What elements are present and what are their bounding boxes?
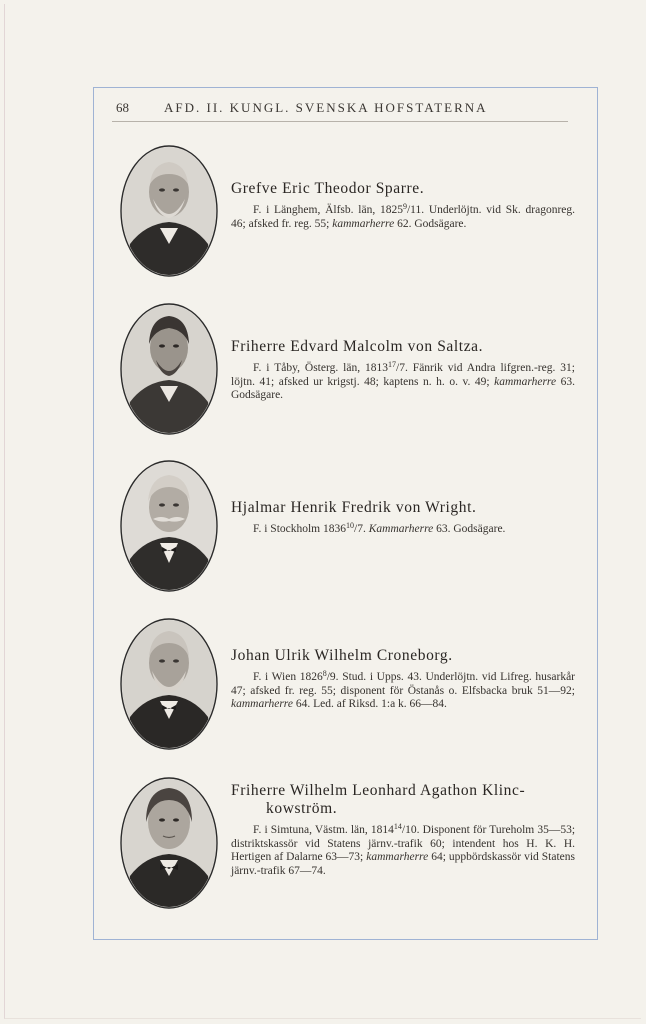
portrait-photo <box>120 459 218 593</box>
person-name: Friherre Edvard Malcolm von Saltza. <box>231 338 484 355</box>
running-header <box>112 100 582 120</box>
page-frame <box>93 87 598 940</box>
page-number: 68 <box>116 100 129 115</box>
biography-entry <box>94 776 599 916</box>
person-name: Grefve Eric Theodor Sparre. <box>231 180 425 197</box>
biography-text: F. i Länghem, Älfsb. län, 1825$^9$/11. Underlöjtn. vid Sk. dragonreg. 46; afsked fr. reg. 55; kammarherre 62. Godsägare. <box>231 202 575 230</box>
biography-text: F. i Stockholm 1836$^{10}$/7. Kammarherre 63. Godsägare. <box>253 521 506 535</box>
header-rule <box>112 121 568 122</box>
person-name: Johan Ulrik Wilhelm Croneborg. <box>231 647 453 664</box>
portrait-photo <box>120 144 218 278</box>
portrait-photo <box>120 302 218 436</box>
running-title: AFD. II. KUNGL. SVENSKA HOFSTATERNA <box>164 100 488 115</box>
biography-entry <box>94 459 599 599</box>
portrait-photo <box>120 776 218 910</box>
biography-entry <box>94 302 599 442</box>
biography-entry <box>94 144 599 284</box>
biography-text: F. i Simtuna, Västm. län, 1814$^{14}$/10. Disponent för Tureholm 35—53; distriktskassör vid Statens järnv.-trafik 60; intendent hos H. K. H. Hertigen af Dalarne 63—73; kammarherre 64; uppbördskassör vid Statens järnv.-trafik 67—74. <box>231 822 576 877</box>
person-name: Hjalmar Henrik Fredrik von Wright. <box>231 499 477 516</box>
portrait-photo <box>120 617 218 751</box>
biography-text: F. i Wien 1826$^8$/9. Stud. i Upps. 43. Underlöjtn. vid Lifreg. husarkår 47; afsked fr. reg. 55; disponent för Östanås o. Elfsbacka bruk 51—92; kammarherre 64. Led. af Riksd. 1:a k. 66—84. <box>231 669 576 711</box>
biography-text: F. i Tåby, Österg. län, 1813$^{17}$/7. Fänrik vid Andra lifgren.-reg. 31; löjtn. 41; afsked ur krigstj. 48; kaptens n. h. o. v. 49; kammarherre 63. Godsägare. <box>231 360 575 402</box>
person-name: Friherre Wilhelm Leonhard Agathon Klinc- kowström. <box>231 782 526 817</box>
biography-entry <box>94 617 599 757</box>
